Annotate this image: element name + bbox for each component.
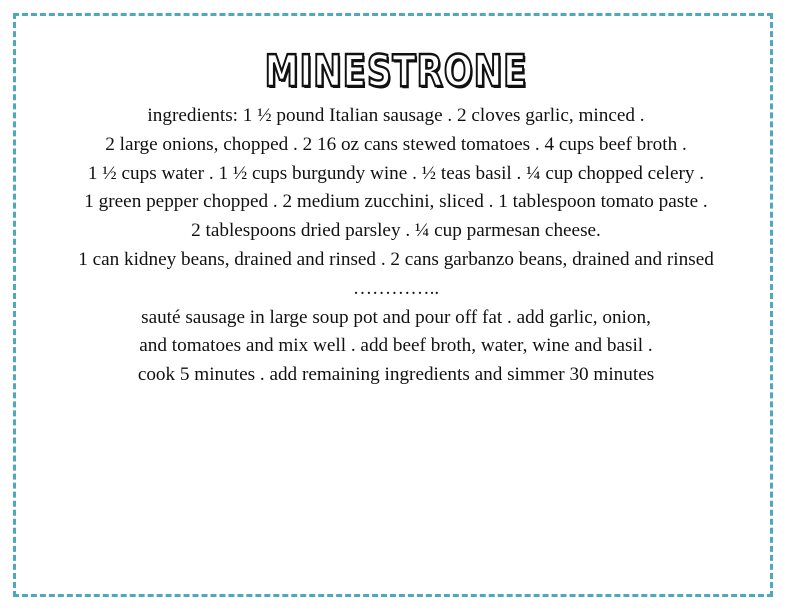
direction-line: cook 5 minutes . add remaining ingredients and simmer 30 minutes xyxy=(137,364,655,386)
recipe-title: MINESTRONE xyxy=(264,46,528,97)
section-divider: ………….. xyxy=(352,277,440,299)
direction-line: sauté sausage in large soup pot and pour off fat . add garlic, onion, xyxy=(141,306,651,328)
direction-line: and tomatoes and mix well . add beef broth, water, wine and basil . xyxy=(139,335,653,357)
ingredient-line: 2 large onions, chopped . 2 16 oz cans stewed tomatoes . 4 cups beef broth . xyxy=(105,133,687,155)
ingredient-line: ingredients: 1 ½ pound Italian sausage . 2 cloves garlic, minced . xyxy=(147,105,645,126)
ingredient-line: 2 tablespoons dried parsley . ¼ cup parmesan cheese. xyxy=(191,220,601,242)
ingredient-line: 1 green pepper chopped . 2 medium zucchini, sliced . 1 tablespoon tomato paste . xyxy=(84,191,708,213)
ingredient-line: 1 ½ cups water . 1 ½ cups burgundy wine . ½ teas basil . ¼ cup chopped celery . xyxy=(87,162,705,184)
recipe-card xyxy=(13,13,773,597)
recipe-body xyxy=(16,102,776,390)
ingredient-line: 1 can kidney beans, drained and rinsed . 2 cans garbanzo beans, drained and rinsed xyxy=(78,248,714,270)
